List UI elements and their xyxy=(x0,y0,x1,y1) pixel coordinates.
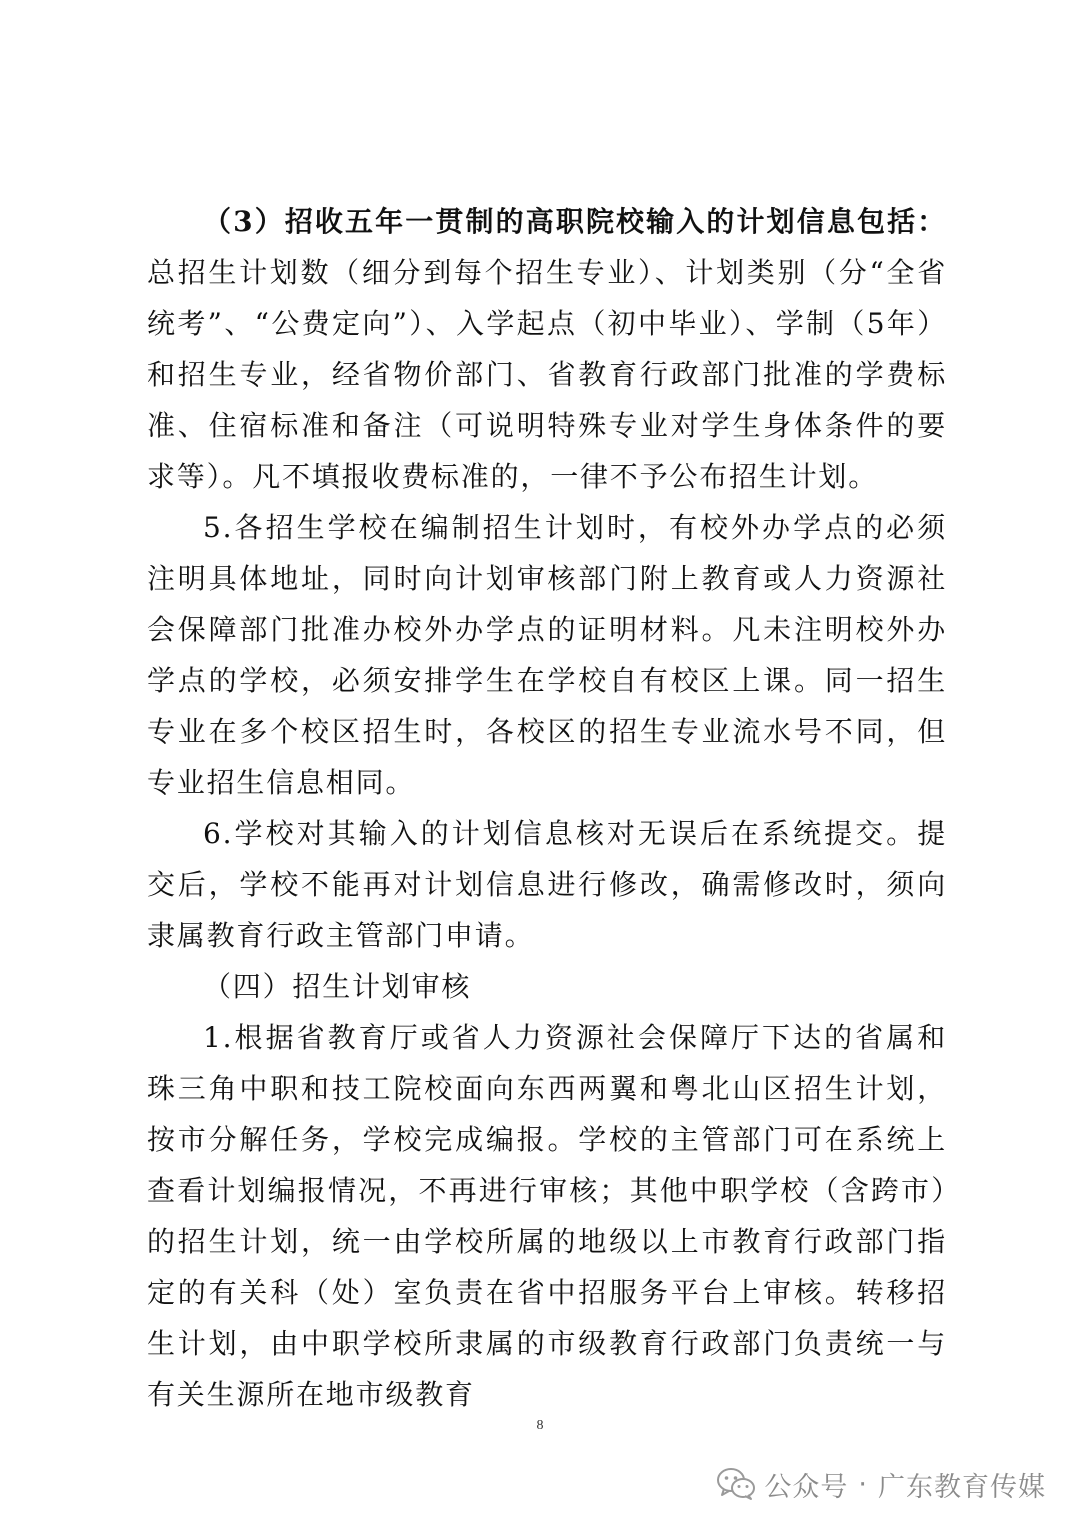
paragraph-lead: （3）招收五年一贯制的高职院校输入的计划信息包括： xyxy=(203,205,947,238)
watermark-account: 广东教育传媒 xyxy=(878,1471,1046,1503)
watermark-label: 公众号 xyxy=(764,1471,849,1503)
wechat-icon xyxy=(716,1467,756,1501)
paragraph-text: 1.根据省教育厅或省人力资源社会保障厅下达的省属和珠三角中职和技工院校面向东西两翼和粤北山区招生计划，按市分解任务，学校完成编报。学校的主管部门可在系统上查看计划编报情况，不再进行审核；其他中职学校（含跨市）的招生计划，统一由学校所属的地级以上市教育行政部门指定的有关科（处）室负责在省中招服务平台上审核。转移招生计划，由中职学校所隶属的市级教育行政部门负责统一与有关生源所在地市级教育 xyxy=(147,1021,947,1411)
paragraph-item-3 xyxy=(147,196,947,502)
paragraph-text: 总招生计划数（细分到每个招生专业）、计划类别（分“全省统考”、“公费定向”）、入学起点（初中毕业）、学制（5年）和招生专业，经省物价部门、省教育行政部门批准的学费标准、住宿标准和备注（可说明特殊专业对学生身体条件的要求等）。凡不填报收费标准的，一律不予公布招生计划。 xyxy=(147,256,947,493)
document-body xyxy=(147,196,947,1420)
paragraph-text: 5.各招生学校在编制招生计划时，有校外办学点的必须注明具体地址，同时向计划审核部门附上教育或人力资源社会保障部门批准办校外办学点的证明材料。凡未注明校外办学点的学校，必须安排学生在学校自有校区上课。同一招生专业在多个校区招生时，各校区的招生专业流水号不同，但专业招生信息相同。 xyxy=(147,511,947,799)
paragraph-text: 6.学校对其输入的计划信息核对无误后在系统提交。提交后，学校不能再对计划信息进行修改，确需修改时，须向隶属教育行政主管部门申请。 xyxy=(147,817,947,952)
watermark-separator: · xyxy=(858,1468,868,1500)
page-number: 8 xyxy=(536,1418,544,1433)
watermark xyxy=(716,1462,1046,1506)
section-heading: （四）招生计划审核 xyxy=(203,970,472,1003)
paragraph-item-1 xyxy=(147,1012,947,1420)
paragraph-item-6 xyxy=(147,808,947,961)
paragraph-item-5 xyxy=(147,502,947,808)
